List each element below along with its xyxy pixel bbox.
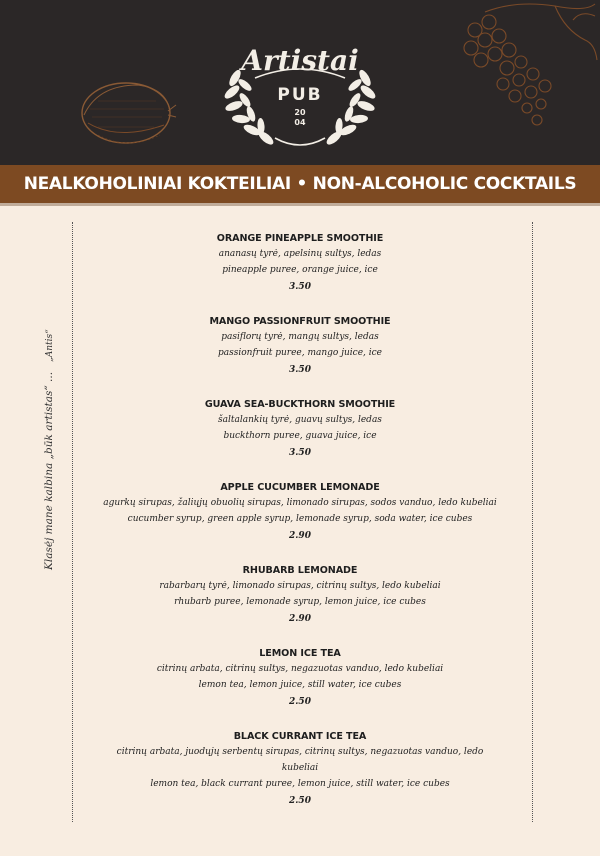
logo-year-1: 20 bbox=[294, 108, 306, 117]
item-desc-en: lemon tea, lemon juice, still water, ice cubes bbox=[198, 680, 402, 690]
side-quote-signature: „Antis“ bbox=[45, 329, 55, 362]
artistai-pub-logo bbox=[215, 30, 385, 155]
menu-item bbox=[100, 315, 500, 377]
side-quote-text: Klasėj mane kalbina „būk artistas“ ... bbox=[43, 371, 55, 570]
item-desc-en: passionfruit puree, mango juice, ice bbox=[217, 348, 382, 358]
item-desc-lt: šaltalankių tyrė, guavų sultys, ledas bbox=[218, 415, 382, 425]
side-quote bbox=[43, 310, 55, 570]
item-desc-lt: citrinų arbata, citrinų sultys, negazuotas vanduo, ledo kubeliai bbox=[156, 664, 444, 674]
item-name: BLACK CURRANT ICE TEA bbox=[233, 731, 367, 742]
page-title: NEALKOHOLINIAI KOKTEILIAI • NON-ALCOHOLIC COCKTAILS bbox=[23, 174, 577, 194]
item-price: 2.90 bbox=[289, 531, 311, 541]
item-desc-lt: pasiflorų tyrė, mangų sultys, ledas bbox=[221, 332, 379, 342]
menu-item bbox=[100, 730, 500, 808]
item-desc-lt: citrinų arbata, juodųjų serbentų sirupas, citrinų sultys, negazuotas vanduo, ledo kubeliai bbox=[116, 747, 484, 773]
item-name: APPLE CUCUMBER LEMONADE bbox=[220, 482, 380, 493]
item-price: 3.50 bbox=[289, 282, 311, 292]
item-desc-lt: agurkų sirupas, žaliųjų obuolių sirupas, limonado sirupas, sodos vanduo, ledo kubeliai bbox=[103, 498, 497, 508]
item-desc-en: lemon tea, black currant puree, lemon juice, still water, ice cubes bbox=[150, 779, 450, 789]
fruit-sketch-icon bbox=[68, 65, 178, 155]
item-desc-en: buckthorn puree, guava juice, ice bbox=[223, 431, 377, 441]
title-banner bbox=[0, 165, 600, 203]
menu-list bbox=[100, 232, 500, 829]
item-name: LEMON ICE TEA bbox=[259, 648, 341, 659]
item-price: 3.50 bbox=[289, 448, 311, 458]
item-price: 2.90 bbox=[289, 614, 311, 624]
item-desc-en: rhubarb puree, lemonade syrup, lemon juice, ice cubes bbox=[174, 597, 426, 607]
menu-item bbox=[100, 647, 500, 709]
item-price: 3.50 bbox=[289, 365, 311, 375]
menu-item bbox=[100, 564, 500, 626]
menu-item bbox=[100, 481, 500, 543]
item-name: RHUBARB LEMONADE bbox=[242, 565, 358, 576]
item-name: MANGO PASSIONFRUIT SMOOTHIE bbox=[209, 316, 391, 327]
item-name: GUAVA SEA-BUCKTHORN SMOOTHIE bbox=[204, 399, 396, 410]
item-desc-en: pineapple puree, orange juice, ice bbox=[222, 265, 378, 275]
item-desc-en: cucumber syrup, green apple syrup, lemonade syrup, soda water, ice cubes bbox=[127, 514, 473, 524]
banner-shadow bbox=[0, 203, 600, 206]
item-desc-lt: ananasų tyrė, apelsinų sultys, ledas bbox=[218, 249, 382, 259]
logo-year-2: 04 bbox=[294, 118, 306, 127]
menu-item bbox=[100, 232, 500, 294]
grapes-sketch-icon bbox=[455, 0, 600, 140]
logo-sub: PUB bbox=[277, 85, 323, 105]
left-dotted-divider bbox=[72, 222, 73, 822]
item-desc-lt: rabarbarų tyrė, limonado sirupas, citrinų sultys, ledo kubeliai bbox=[159, 581, 441, 591]
logo-name: Artistai bbox=[241, 44, 359, 77]
menu-item bbox=[100, 398, 500, 460]
item-name: ORANGE PINEAPPLE SMOOTHIE bbox=[216, 233, 384, 244]
right-dotted-divider bbox=[532, 222, 533, 822]
item-price: 2.50 bbox=[289, 697, 311, 707]
header bbox=[0, 0, 600, 165]
item-price: 2.50 bbox=[289, 796, 311, 806]
